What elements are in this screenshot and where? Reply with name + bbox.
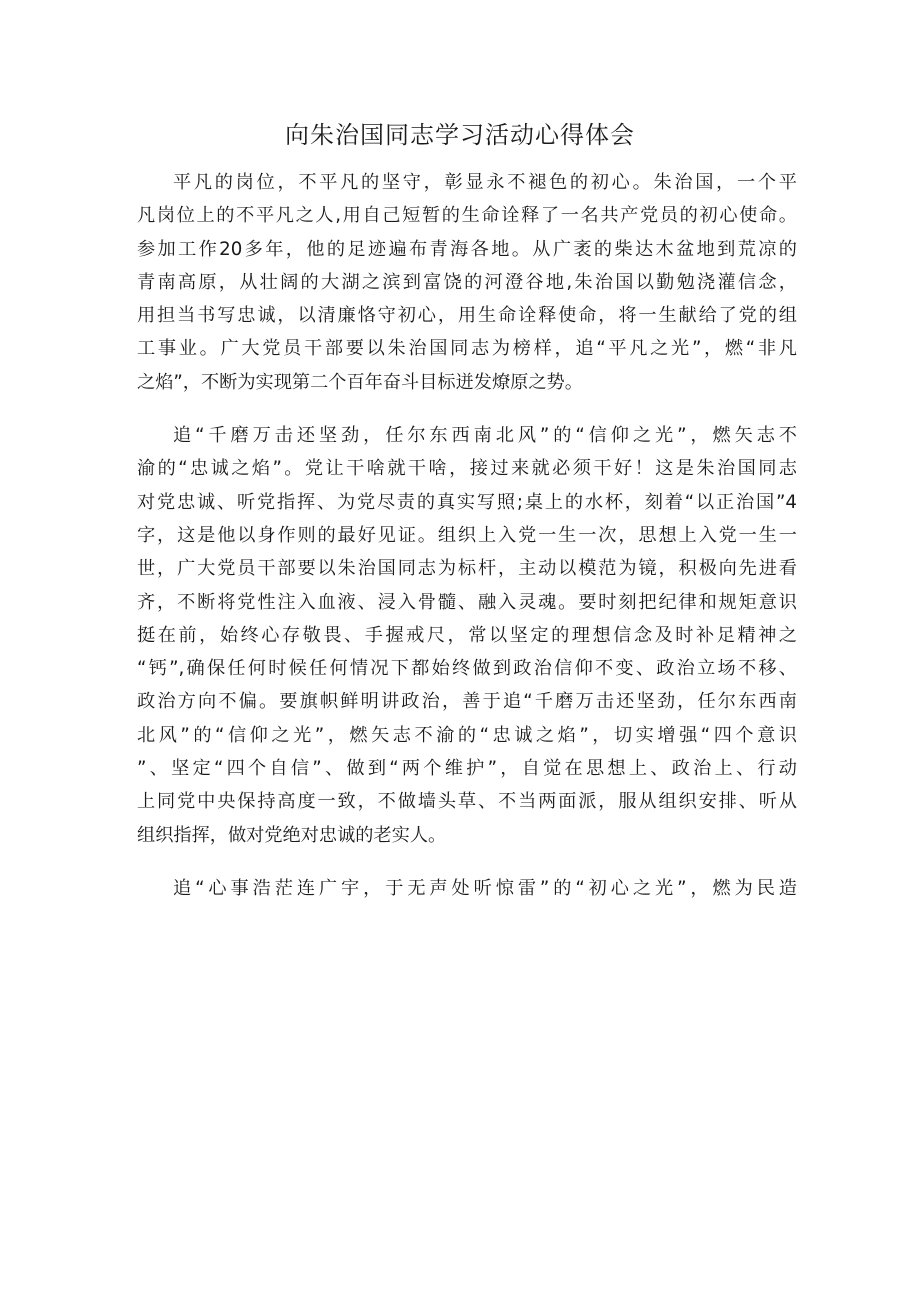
paragraph-line: ”、坚定“四个自信”、做到“两个维护”，自觉在思想上、政治上、行动 [137, 758, 797, 780]
paragraph-line: 对党忠诚、听党指挥、为党尽责的真实写照;桌上的水杯，刻着“以正治国”4 [137, 491, 797, 513]
paragraph-3 [137, 872, 797, 905]
document-title: 向朱治国同志学习活动心得体会 [285, 121, 635, 149]
paragraph-line: 渝的“忠诚之焰”。党让干啥就干啥，接过来就必须干好！这是朱治国同志 [137, 458, 797, 480]
paragraph-line: 参加工作20多年，他的足迹遍布青海各地。从广袤的柴达木盆地到荒凉的 [137, 238, 797, 260]
paragraph-1 [137, 166, 797, 399]
paragraph-line: 上同党中央保持高度一致，不做墙头草、不当两面派，服从组织安排、听从 [137, 791, 797, 813]
paragraph-line: 字，这是他以身作则的最好见证。组织上入党一生一次，思想上入党一生一 [137, 524, 797, 546]
paragraph-line: 挺在前，始终心存敬畏、手握戒尺，常以坚定的理想信念及时补足精神之 [137, 624, 797, 646]
paragraph-line: 北风”的“信仰之光”，燃矢志不渝的“忠诚之焰”，切实增强“四个意识 [137, 724, 797, 746]
paragraph-line: 追“心事浩茫连广宇，于无声处听惊雷”的“初心之光”，燃为民造 [173, 877, 797, 899]
paragraph-line: “钙”,确保任何时候任何情况下都始终做到政治信仰不变、政治立场不移、 [137, 658, 797, 680]
paragraph-line: 平凡的岗位，不平凡的坚守，彰显永不褪色的初心。朱治国，一个平 [173, 172, 797, 193]
paragraph-line: 之焰”，不断为实现第二个百年奋斗目标迸发燎原之势。 [137, 371, 583, 393]
paragraph-gap [137, 399, 797, 419]
paragraph-gap [137, 852, 797, 872]
paragraph-line: 用担当书写忠诚，以清廉恪守初心，用生命诠释使命，将一生献给了党的组 [137, 305, 797, 327]
document-body [137, 166, 797, 905]
paragraph-line: 凡岗位上的不平凡之人,用自己短暂的生命诠释了一名共产党员的初心使命。 [137, 205, 797, 227]
paragraph-line: 追“千磨万击还坚劲，任尔东西南北风”的“信仰之光”，燃矢志不 [173, 425, 797, 447]
paragraph-line: 组织指挥，做对党绝对忠诚的老实人。 [137, 824, 447, 846]
paragraph-2 [137, 419, 797, 852]
paragraph-line: 工事业。广大党员干部要以朱治国同志为榜样，追“平凡之光”，燃“非凡 [137, 338, 797, 360]
paragraph-line: 世，广大党员干部要以朱治国同志为标杆，主动以模范为镜，积极向先进看 [137, 558, 797, 580]
paragraph-line: 青南高原，从壮阔的大湖之滨到富饶的河澄谷地,朱治国以勤勉浇灌信念， [137, 271, 797, 293]
paragraph-line: 政治方向不偏。要旗帜鲜明讲政治，善于追“千磨万击还坚劲，任尔东西南 [137, 691, 797, 713]
paragraph-line: 齐，不断将党性注入血液、浸入骨髓、融入灵魂。要时刻把纪律和规矩意识 [137, 591, 797, 613]
